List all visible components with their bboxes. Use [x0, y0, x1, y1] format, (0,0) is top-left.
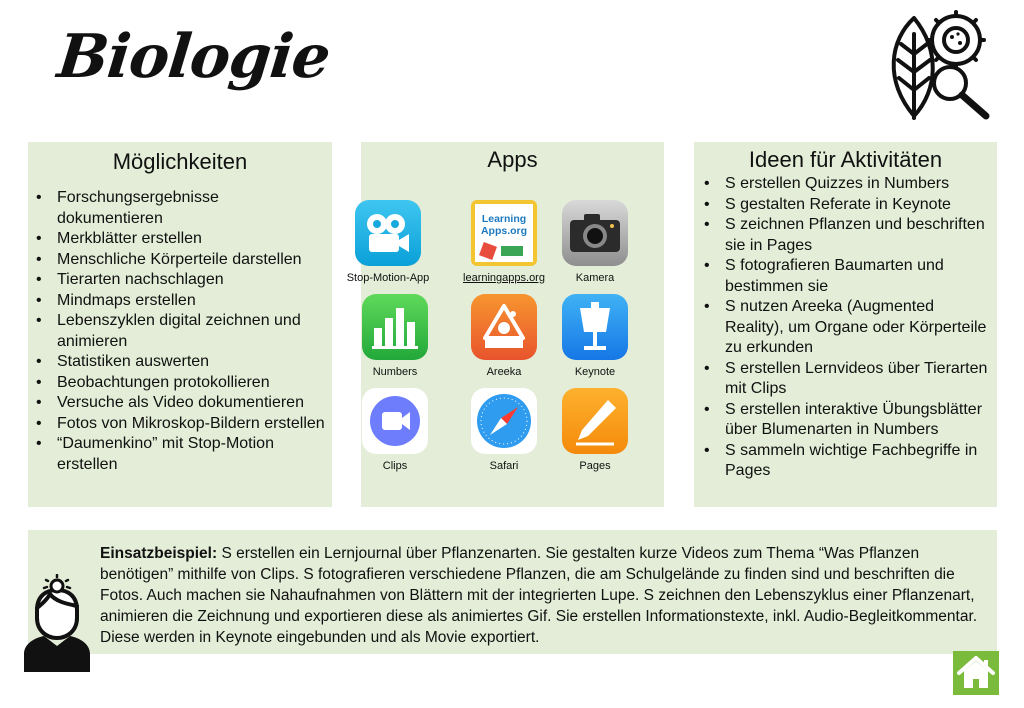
learningapps-icon	[471, 200, 537, 266]
keynote-podium-icon	[562, 294, 628, 360]
app-label: Keynote	[574, 366, 616, 378]
app-label: Numbers	[372, 366, 418, 378]
list-item: • Versuche als Video dokumentieren	[28, 393, 328, 414]
example-body: S erstellen ein Lernjournal über Pflanzenarten. Sie gestalten kurze Videos zum Thema “Was Pflanzen benötigen” mithilfe von Clips. S fotografieren verschiedene Pflanzen, die am Schulgelände zu finden sind und beschriften die Fotos. Auch machen sie Nahaufnahmen von Blättern mit der integrierten Lupe. S zeichnen den Lebenszyklus einer Pflanzenart, animieren die Zeichnung und exportieren diese als animiertes Gif. Sie erstellen Informationstexte, inkl. Audio-Begleitkommentar. Diese werden in Keynote eingebunden und als Movie exportiert.	[100, 545, 978, 646]
app-label: Areeka	[486, 366, 522, 378]
list-item: • S sammeln wichtige Fachbegriffe in Pages	[696, 441, 996, 482]
home-button[interactable]	[953, 651, 999, 695]
apps-heading: Apps	[487, 147, 538, 172]
app-keynote[interactable]	[540, 294, 650, 378]
list-item: • Mindmaps erstellen	[28, 291, 328, 312]
list-item: • Beobachtungen protokollieren	[28, 373, 328, 394]
list-item: • Merkblätter erstellen	[28, 229, 328, 250]
ideas-heading: Ideen für Aktivitäten	[748, 147, 943, 172]
app-stop-motion[interactable]	[333, 200, 443, 284]
list-item: • S erstellen interaktive Übungsblätter über Blumenarten in Numbers	[696, 400, 996, 441]
list-item: • Tierarten nachschlagen	[28, 270, 328, 291]
person-idea-icon	[22, 574, 92, 672]
list-item: • Statistiken auswerten	[28, 352, 328, 373]
possibilities-heading: Möglichkeiten	[112, 149, 248, 174]
app-label: Pages	[579, 460, 611, 472]
stop-motion-camera-icon	[355, 200, 421, 266]
home-icon	[953, 651, 999, 695]
app-label[interactable]: learningapps.org	[463, 272, 545, 284]
possibilities-panel	[28, 142, 332, 507]
example-label: Einsatzbeispiel:	[100, 545, 218, 562]
app-label: Stop-Motion-App	[346, 272, 430, 284]
list-item: • S erstellen Quizzes in Numbers	[696, 174, 996, 195]
pages-pen-icon	[562, 388, 628, 454]
app-label: Clips	[382, 460, 408, 472]
camera-icon	[562, 200, 628, 266]
numbers-bar-chart-icon	[362, 294, 428, 360]
app-camera[interactable]	[540, 200, 650, 284]
list-item: • Lebenszyklen digital zeichnen und animieren	[28, 311, 328, 352]
app-label: Safari	[489, 460, 519, 472]
page-title: Biologie	[54, 22, 333, 92]
app-pages[interactable]	[540, 388, 650, 472]
list-item: • Fotos von Mikroskop-Bildern erstellen	[28, 414, 328, 435]
app-label: Kamera	[575, 272, 615, 284]
leaf-virus-magnifier-icon	[884, 10, 994, 122]
list-item: • “Daumenkino” mit Stop-Motion erstellen	[28, 434, 328, 475]
possibilities-list	[28, 188, 328, 475]
ideas-list	[696, 174, 996, 482]
list-item: • S gestalten Referate in Keynote	[696, 195, 996, 216]
areeka-icon	[471, 294, 537, 360]
safari-compass-icon	[471, 388, 537, 454]
list-item: • S erstellen Lernvideos über Tierarten mit Clips	[696, 359, 996, 400]
clips-video-icon	[362, 388, 428, 454]
ideas-panel	[694, 142, 997, 507]
app-numbers[interactable]	[340, 294, 450, 378]
app-clips[interactable]	[340, 388, 450, 472]
list-item: • S zeichnen Pflanzen und beschriften sie in Pages	[696, 215, 996, 256]
list-item: • S nutzen Areeka (Augmented Reality), um Organe oder Körperteile zu erkunden	[696, 297, 996, 359]
list-item: • Menschliche Körperteile darstellen	[28, 250, 328, 271]
list-item: • S fotografieren Baumarten und bestimmen sie	[696, 256, 996, 297]
apps-panel	[346, 142, 664, 507]
learningapps-logo-text: Learning Apps.org	[480, 213, 528, 237]
list-item: • Forschungsergebnisse dokumentieren	[28, 188, 328, 229]
example-panel	[28, 530, 997, 654]
example-text	[100, 543, 980, 648]
